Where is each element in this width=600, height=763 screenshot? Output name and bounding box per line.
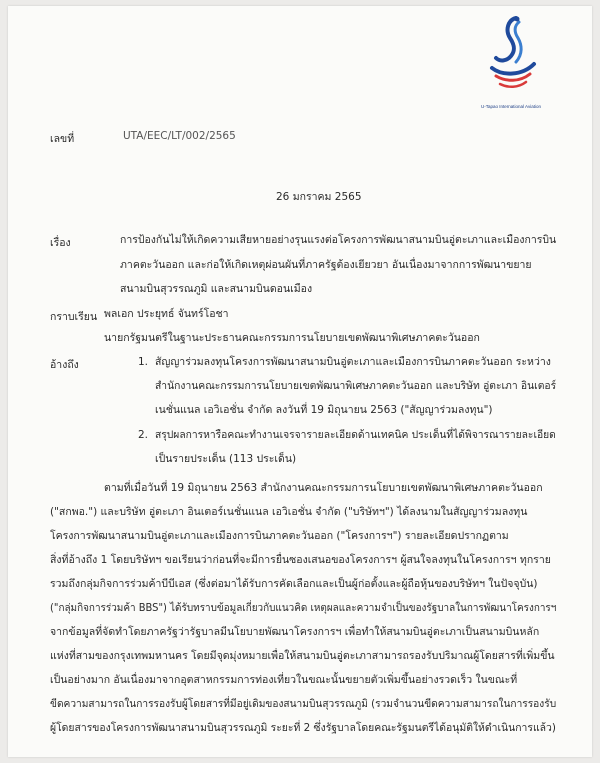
letter-date: 26 มกราคม 2565 — [276, 191, 362, 203]
body-line: ผู้โดยสารของโครงการพัฒนาสนามบินสุวรรณภูมิ ระยะที่ 2 ซึ่งรัฐบาลโดยคณะรัฐมนตรีได้อนุมัติให้ดำเนินการแล้ว) — [50, 722, 556, 734]
letter-page — [8, 6, 592, 757]
company-logo — [478, 12, 548, 102]
body-line: สิ่งที่อ้างถึง 1 โดยบริษัทฯ ขอเรียนว่าก่อนที่จะมีการยื่นซองเสนอของโครงการฯ ผู้สนใจลงทุนในโครงการฯ ทุกราย — [50, 554, 551, 566]
ref-label: เลขที่ — [50, 133, 75, 145]
body-line: ("กลุ่มกิจการร่วมค้า BBS") ได้รับทราบข้อมูลเกี่ยวกับแนวคิด เหตุผลและความจำเป็นของรัฐบาลในการพัฒนาโครงการฯ — [50, 602, 557, 614]
body-line: โครงการพัฒนาสนามบินอู่ตะเภาและเมืองการบินภาคตะวันออก ("โครงการฯ") รายละเอียดปรากฏตาม — [50, 530, 509, 542]
subject-label: เรื่อง — [50, 237, 71, 249]
recipient-name: พลเอก ประยุทธ์ จันทร์โอชา — [104, 308, 229, 320]
reference-number-2: 2. — [138, 429, 149, 441]
recipient-title: นายกรัฐมนตรีในฐานะประธานคณะกรรมการนโยบายเขตพัฒนาพิเศษภาคตะวันออก — [104, 332, 480, 344]
body-line: แห่งที่สามของกรุงเทพมหานคร โดยมีจุดมุ่งหมายเพื่อให้สนามบินอู่ตะเภาสามารถรองรับปริมาณผู้โดยสารที่เพิ่มขึ้น — [50, 650, 555, 662]
subject-line: สนามบินสุวรรณภูมิ และสนามบินดอนเมือง — [120, 283, 313, 295]
body-line: ตามที่เมื่อวันที่ 19 มิถุนายน 2563 สำนักงานคณะกรรมการนโยบายเขตพัฒนาพิเศษภาคตะวันออก — [104, 482, 543, 494]
logo-caption: U-Tapao International Aviation — [481, 104, 541, 109]
subject-line: การป้องกันไม่ให้เกิดความเสียหายอย่างรุนแรงต่อโครงการพัฒนาสนามบินอู่ตะเภาและเมืองการบิน — [120, 234, 557, 246]
body-line: เป็นอย่างมาก อันเนื่องมาจากอุตสาหกรรมการท่องเที่ยวในขณะนั้นขยายตัวเพิ่มขึ้นอย่างรวดเร็ว ในขณะที่ — [50, 674, 518, 686]
subject-line: ภาคตะวันออก และก่อให้เกิดเหตุผ่อนผันที่ภาครัฐต้องเยียวยา อันเนื่องมาจากการพัฒนาขยาย — [120, 259, 532, 271]
recipient-label: กราบเรียน — [50, 311, 98, 323]
reference-number: UTA/EEC/LT/002/2565 — [123, 130, 236, 142]
body-line: รวมถึงกลุ่มกิจการร่วมค้าบีบีเอส (ซึ่งต่อมาได้รับการคัดเลือกและเป็นผู้ก่อตั้งและผู้ถือหุ้นของบริษัทฯ ในปัจจุบัน) — [50, 578, 538, 590]
reference-line: เนชั่นแนล เอวิเอชั่น จำกัด ลงวันที่ 19 มิถุนายน 2563 ("สัญญาร่วมลงทุน") — [155, 404, 493, 416]
body-line: ขีดความสามารถในการรองรับผู้โดยสารที่มีอยู่เดิมของสนามบินสุวรรณภูมิ (รวมจำนวนขีดความสามารถในการรองรับ — [50, 698, 557, 710]
body-line: ("สกพอ.") และบริษัท อู่ตะเภา อินเตอร์เนชั่นแนล เอวิเอชั่น จำกัด ("บริษัทฯ") ได้ลงนามในสัญญาร่วมลงทุน — [50, 506, 528, 518]
reference-line: สรุปผลการหารือคณะทำงานเจรจารายละเอียดด้านเทคนิค ประเด็นที่ได้พิจารณารายละเอียด — [155, 429, 556, 441]
reference-line: สำนักงานคณะกรรมการนโยบายเขตพัฒนาพิเศษภาคตะวันออก และบริษัท อู่ตะเภา อินเตอร์ — [155, 380, 557, 392]
references-label: อ้างถึง — [50, 359, 79, 371]
swan-logo-icon — [478, 12, 548, 102]
reference-line: สัญญาร่วมลงทุนโครงการพัฒนาสนามบินอู่ตะเภาและเมืองการบินภาคตะวันออก ระหว่าง — [155, 356, 551, 368]
body-line: จากข้อมูลที่จัดทำโดยภาครัฐว่ารัฐบาลมีนโยบายพัฒนาโครงการฯ เพื่อทำให้สนามบินอู่ตะเภาเป็นสนามบินหลัก — [50, 626, 540, 638]
reference-number-1: 1. — [138, 356, 149, 368]
reference-line: เป็นรายประเด็น (113 ประเด็น) — [155, 453, 297, 465]
